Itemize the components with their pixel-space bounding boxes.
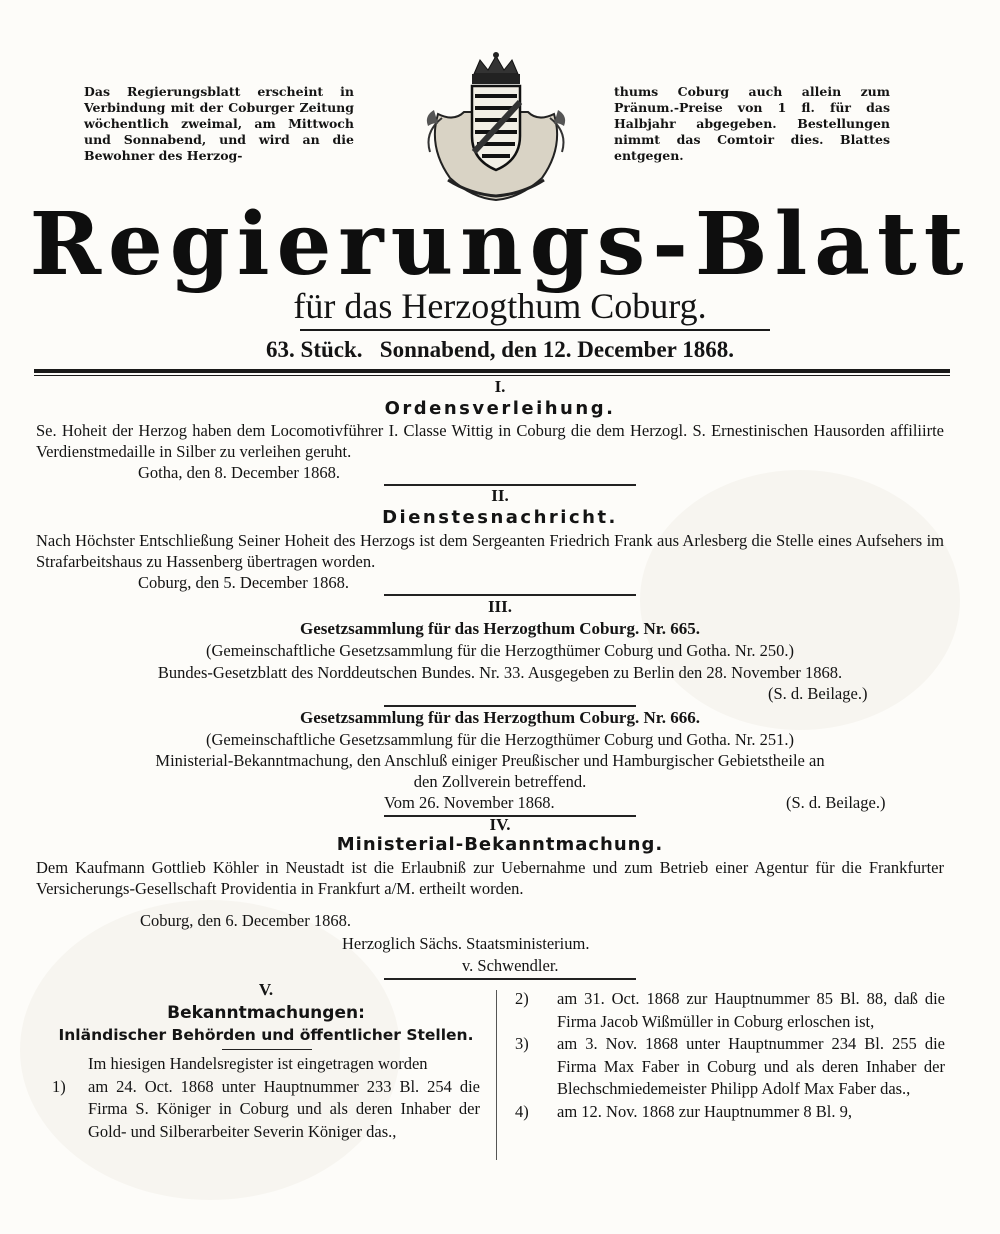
section-2-number: II.	[491, 486, 509, 505]
section-3-line-b5: Vom 26. November 1868.	[384, 793, 555, 812]
section-5-subheading-rule	[222, 1049, 312, 1051]
register-item-1	[52, 1076, 480, 1144]
register-item-number: 2)	[515, 989, 529, 1008]
section-3-heading-b: Gesetzsammlung für das Herzogthum Coburg. Nr. 666.	[300, 708, 700, 727]
section-1-heading: Ordensverleihung.	[384, 398, 616, 419]
intro-note-right: thums Coburg auch allein zum Pränum.-Preise von 1 fl. für das Halbjahr abgegeben. Bestellungen nimmt das Comtoir dies. Blattes entgegen.	[614, 84, 890, 163]
issue-line	[0, 336, 1000, 364]
section-1-number: I.	[494, 377, 506, 396]
masthead-rule-thick	[34, 369, 950, 373]
subtitle-rule	[300, 329, 770, 331]
section-4-number: IV.	[489, 815, 511, 834]
issue-number: 63. Stück.	[266, 337, 363, 362]
register-item-text: am 12. Nov. 1868 zur Hauptnummer 8 Bl. 9,	[557, 1101, 852, 1121]
section-3-line-b6: (S. d. Beilage.)	[786, 793, 886, 812]
masthead-rule-thin	[34, 375, 950, 376]
register-item-text: am 31. Oct. 1868 zur Hauptnummer 85 Bl. 88, daß die Firma Jacob Wißmüller in Coburg erloschen ist,	[557, 989, 945, 1031]
section-3-line-b2: (Gemeinschaftliche Gesetzsammlung für die Herzogthümer Coburg und Gotha. Nr. 251.)	[205, 730, 795, 749]
section-3-line-b4: den Zollverein betreffend.	[413, 772, 587, 791]
section-5-right-column	[515, 988, 945, 1123]
section-3-line-a2: (Gemeinschaftliche Gesetzsammlung für die Herzogthümer Coburg und Gotha. Nr. 250.)	[205, 641, 795, 660]
section-4-place-date: Coburg, den 6. December 1868.	[140, 911, 351, 930]
register-item-2	[515, 988, 945, 1033]
coat-of-arms-icon	[420, 52, 572, 202]
section-3-number: III.	[487, 597, 513, 616]
masthead-subtitle: für das Herzogthum Coburg.	[293, 286, 707, 326]
section-1-place-date: Gotha, den 8. December 1868.	[138, 463, 341, 482]
register-item-text: am 24. Oct. 1868 unter Hauptnummer 233 Bl. 254 die Firma S. Königer in Coburg und als deren Inhaber der Gold- und Silberarbeiter Severin Königer das.,	[88, 1076, 480, 1141]
register-item-text: am 3. Nov. 1868 unter Hauptnummer 234 Bl. 255 die Firma Max Faber in Coburg und als deren Inhaber der Blechschmiedemeister Philipp Adolf Max Faber das.,	[557, 1034, 945, 1098]
register-intro: Im hiesigen Handelsregister ist eingetragen worden	[88, 1054, 428, 1073]
masthead-title: Regierungs-Blatt	[29, 194, 971, 295]
register-item-number: 4)	[515, 1101, 529, 1121]
register-item-number: 3)	[515, 1034, 529, 1053]
section-2-place-date: Coburg, den 5. December 1868.	[138, 573, 349, 592]
section-5-subheading: Inländischer Behörden und öffentlicher Stellen.	[58, 1026, 474, 1044]
intro-note-left: Das Regierungsblatt erscheint in Verbindung mit der Coburger Zeitung wöchentlich zweimal, am Mittwoch und Sonnabend, und wird an die Bewohner des Herzog-	[84, 84, 354, 163]
section-5-heading: Bekanntmachungen:	[167, 1002, 365, 1023]
section-4-signature: v. Schwendler.	[462, 956, 559, 975]
section-5-number: V.	[258, 980, 274, 999]
section-4-authority: Herzoglich Sächs. Staatsministerium.	[342, 934, 590, 953]
section-2-body: Nach Höchster Entschließung Seiner Hoheit des Herzogs ist dem Sergeanten Friedrich Frank aus Arlesberg die Stelle eines Aufsehers im Strafarbeitshaus zu Hassenberg übertragen worden.	[36, 531, 944, 571]
section-5-left-column	[52, 979, 480, 1143]
column-divider	[496, 990, 497, 1160]
register-item-4	[515, 1101, 945, 1124]
section-3-heading-a: Gesetzsammlung für das Herzogthum Coburg. Nr. 665.	[300, 619, 700, 638]
register-item-number: 1)	[52, 1076, 66, 1096]
section-2-heading: Dienstesnachricht.	[382, 507, 618, 528]
section-4-body: Dem Kaufmann Gottlieb Köhler in Neustadt ist die Erlaubniß zur Uebernahme und zum Betrieb einer Agentur für die Frankfurter Versicherungs-Gesellschaft Providentia in Frankfurt a/M. ertheilt worden.	[36, 858, 944, 898]
section-3-line-a3: Bundes-Gesetzblatt des Norddeutschen Bundes. Nr. 33. Ausgegeben zu Berlin den 28. November 1868.	[157, 663, 843, 682]
section-2-rule	[384, 594, 636, 596]
section-3-line-a4: (S. d. Beilage.)	[768, 684, 868, 703]
issue-date: Sonnabend, den 12. December 1868.	[379, 337, 734, 362]
section-1-body: Se. Hoheit der Herzog haben dem Locomotivführer I. Classe Wittig in Coburg die dem Herzogl. S. Ernestinischen Hausorden affiliirte Verdienstmedaille in Silber zu verleihen geruht.	[36, 421, 944, 461]
register-item-3	[515, 1033, 945, 1101]
section-4-heading: Ministerial-Bekanntmachung.	[336, 834, 664, 855]
section-3-line-b3: Ministerial-Bekanntmachung, den Anschluß einiger Preußischer und Hamburgischer Gebietstheile an	[155, 751, 825, 770]
